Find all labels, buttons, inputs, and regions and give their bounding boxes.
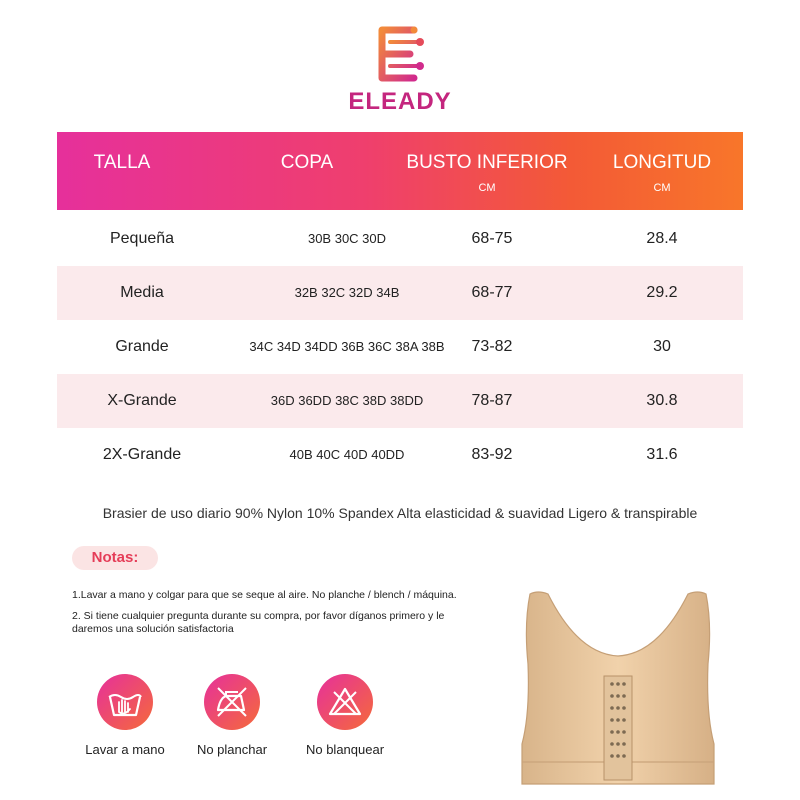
hand-wash-icon	[97, 674, 153, 730]
no-bleach-icon	[317, 674, 373, 730]
underbust-cell: 73-82	[471, 338, 513, 355]
underbust-cell: 83-92	[471, 446, 513, 463]
length-cell: 31.6	[646, 446, 678, 463]
care-no-bleach	[290, 674, 400, 757]
care-label: No planchar	[196, 742, 268, 757]
length-cell: 30	[653, 338, 671, 355]
notes-title: Notas:	[72, 546, 158, 570]
table-row	[57, 428, 743, 482]
cup-cell: 30B 30C 30D	[307, 231, 387, 246]
table-row	[57, 212, 743, 266]
cup-cell: 32B 32C 32D 34B	[294, 285, 400, 300]
header-busto-inferior: BUSTO INFERIOR CM	[406, 152, 568, 194]
table-row	[57, 266, 743, 320]
length-cell: 28.4	[646, 230, 678, 247]
size-table-header	[57, 132, 743, 210]
product-image	[508, 584, 728, 789]
header-longitud: LONGITUD CM	[612, 152, 712, 194]
length-cell: 29.2	[646, 284, 678, 301]
note-item: 1.Lavar a mano y colgar para que se seque al aire. No planche / blench / máquina.	[72, 589, 457, 601]
size-cell: Media	[120, 284, 164, 301]
brand-name: ELEADY	[348, 88, 452, 115]
underbust-cell: 68-77	[471, 284, 513, 301]
care-label: Lavar a mano	[85, 742, 165, 757]
care-hand-wash	[70, 674, 180, 757]
cup-cell: 34C 34D 34DD 36B 36C 38A 38B	[249, 339, 445, 354]
note-item: 2. Si tiene cualquier pregunta durante su compra, por favor díganos primero y le daremos una solución satisfactoria	[72, 610, 445, 635]
table-row	[57, 374, 743, 428]
size-cell: 2X-Grande	[102, 446, 182, 463]
cup-cell: 40B 40C 40D 40DD	[289, 447, 405, 462]
care-no-iron	[177, 674, 287, 757]
length-cell: 30.8	[646, 392, 678, 409]
no-iron-icon	[204, 674, 260, 730]
cup-cell: 36D 36DD 38C 38D 38DD	[270, 393, 424, 408]
table-row	[57, 320, 743, 374]
brand-logo	[0, 14, 800, 114]
product-description: Brasier de uso diario 90% Nylon 10% Spandex Alta elasticidad & suavidad Ligero & transpirable	[102, 505, 698, 521]
header-talla: TALLA	[93, 152, 151, 173]
header-copa: COPA	[280, 152, 334, 173]
underbust-cell: 78-87	[471, 392, 513, 409]
size-cell: Grande	[115, 338, 169, 355]
letter-e-circuit-logo-icon	[370, 22, 430, 86]
size-cell: X-Grande	[107, 392, 177, 409]
size-cell: Pequeña	[109, 230, 175, 247]
care-label: No blanquear	[305, 742, 385, 757]
underbust-cell: 68-75	[471, 230, 513, 247]
